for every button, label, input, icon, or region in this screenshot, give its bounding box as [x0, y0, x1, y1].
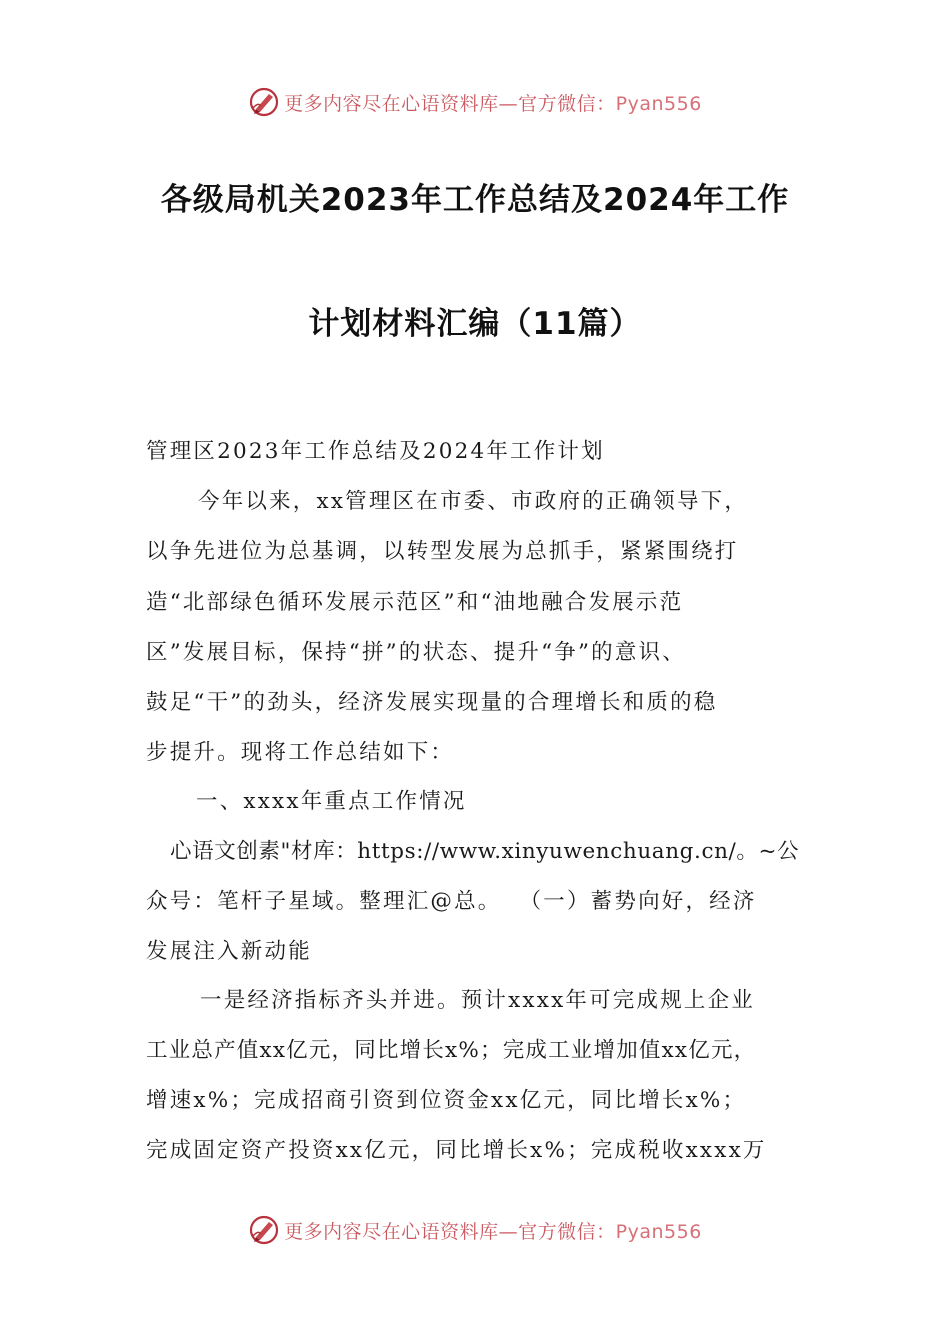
footer-banner-text: 更多内容尽在心语资料库—官方微信：	[284, 1220, 616, 1243]
header-banner-text: 更多内容尽在心语资料库—官方微信：	[284, 92, 616, 115]
section-heading: 管理区2023年工作总结及2024年工作计划	[146, 439, 605, 464]
pen-logo-icon	[248, 1214, 280, 1246]
paragraph-line: 众号：笔杆子星域。整理汇@总。 （一）蓄势向好，经济	[146, 889, 757, 914]
paragraph-line: 区”发展目标，保持“拼”的状态、提升“争”的意识、	[146, 640, 686, 665]
paragraph-line: 工业总产值xx亿元，同比增长x%；完成工业增加值xx亿元，	[146, 1038, 757, 1063]
header-banner	[0, 82, 950, 122]
header-banner-handle: Pyan556	[615, 92, 702, 115]
paragraph-line: 鼓足“干”的劲头，经济发展实现量的合理增长和质的稳	[146, 690, 718, 715]
paragraph-line: 增速x%；完成招商引资到位资金xx亿元，同比增长x%；	[146, 1088, 747, 1113]
paragraph-line: 今年以来，xx管理区在市委、市政府的正确领导下，	[198, 489, 749, 514]
paragraph-line: 心语文创素"材库：https://www.xinyuwenchuang.cn/。~公	[170, 839, 800, 864]
footer-banner	[0, 1210, 950, 1250]
paragraph-line: 步提升。现将工作总结如下：	[146, 740, 455, 765]
footer-banner-handle: Pyan556	[615, 1220, 702, 1243]
pen-logo-icon	[248, 86, 280, 118]
paragraph-line: 造“北部绿色循环发展示范区”和“油地融合发展示范	[146, 590, 684, 615]
paragraph-line: 发展注入新动能	[146, 939, 312, 964]
document-title-line-1: 各级局机关2023年工作总结及2024年工作	[160, 182, 790, 218]
paragraph-line: 以争先进位为总基调，以转型发展为总抓手，紧紧围绕打	[146, 539, 739, 564]
paragraph-line: 完成固定资产投资xx亿元，同比增长x%；完成税收xxxx万	[146, 1138, 767, 1163]
document-title-line-2: 计划材料汇编（11篇）	[308, 306, 642, 342]
subsection-heading: 一、xxxx年重点工作情况	[196, 789, 467, 814]
paragraph-line: 一是经济指标齐头并进。预计xxxx年可完成规上企业	[200, 988, 756, 1013]
